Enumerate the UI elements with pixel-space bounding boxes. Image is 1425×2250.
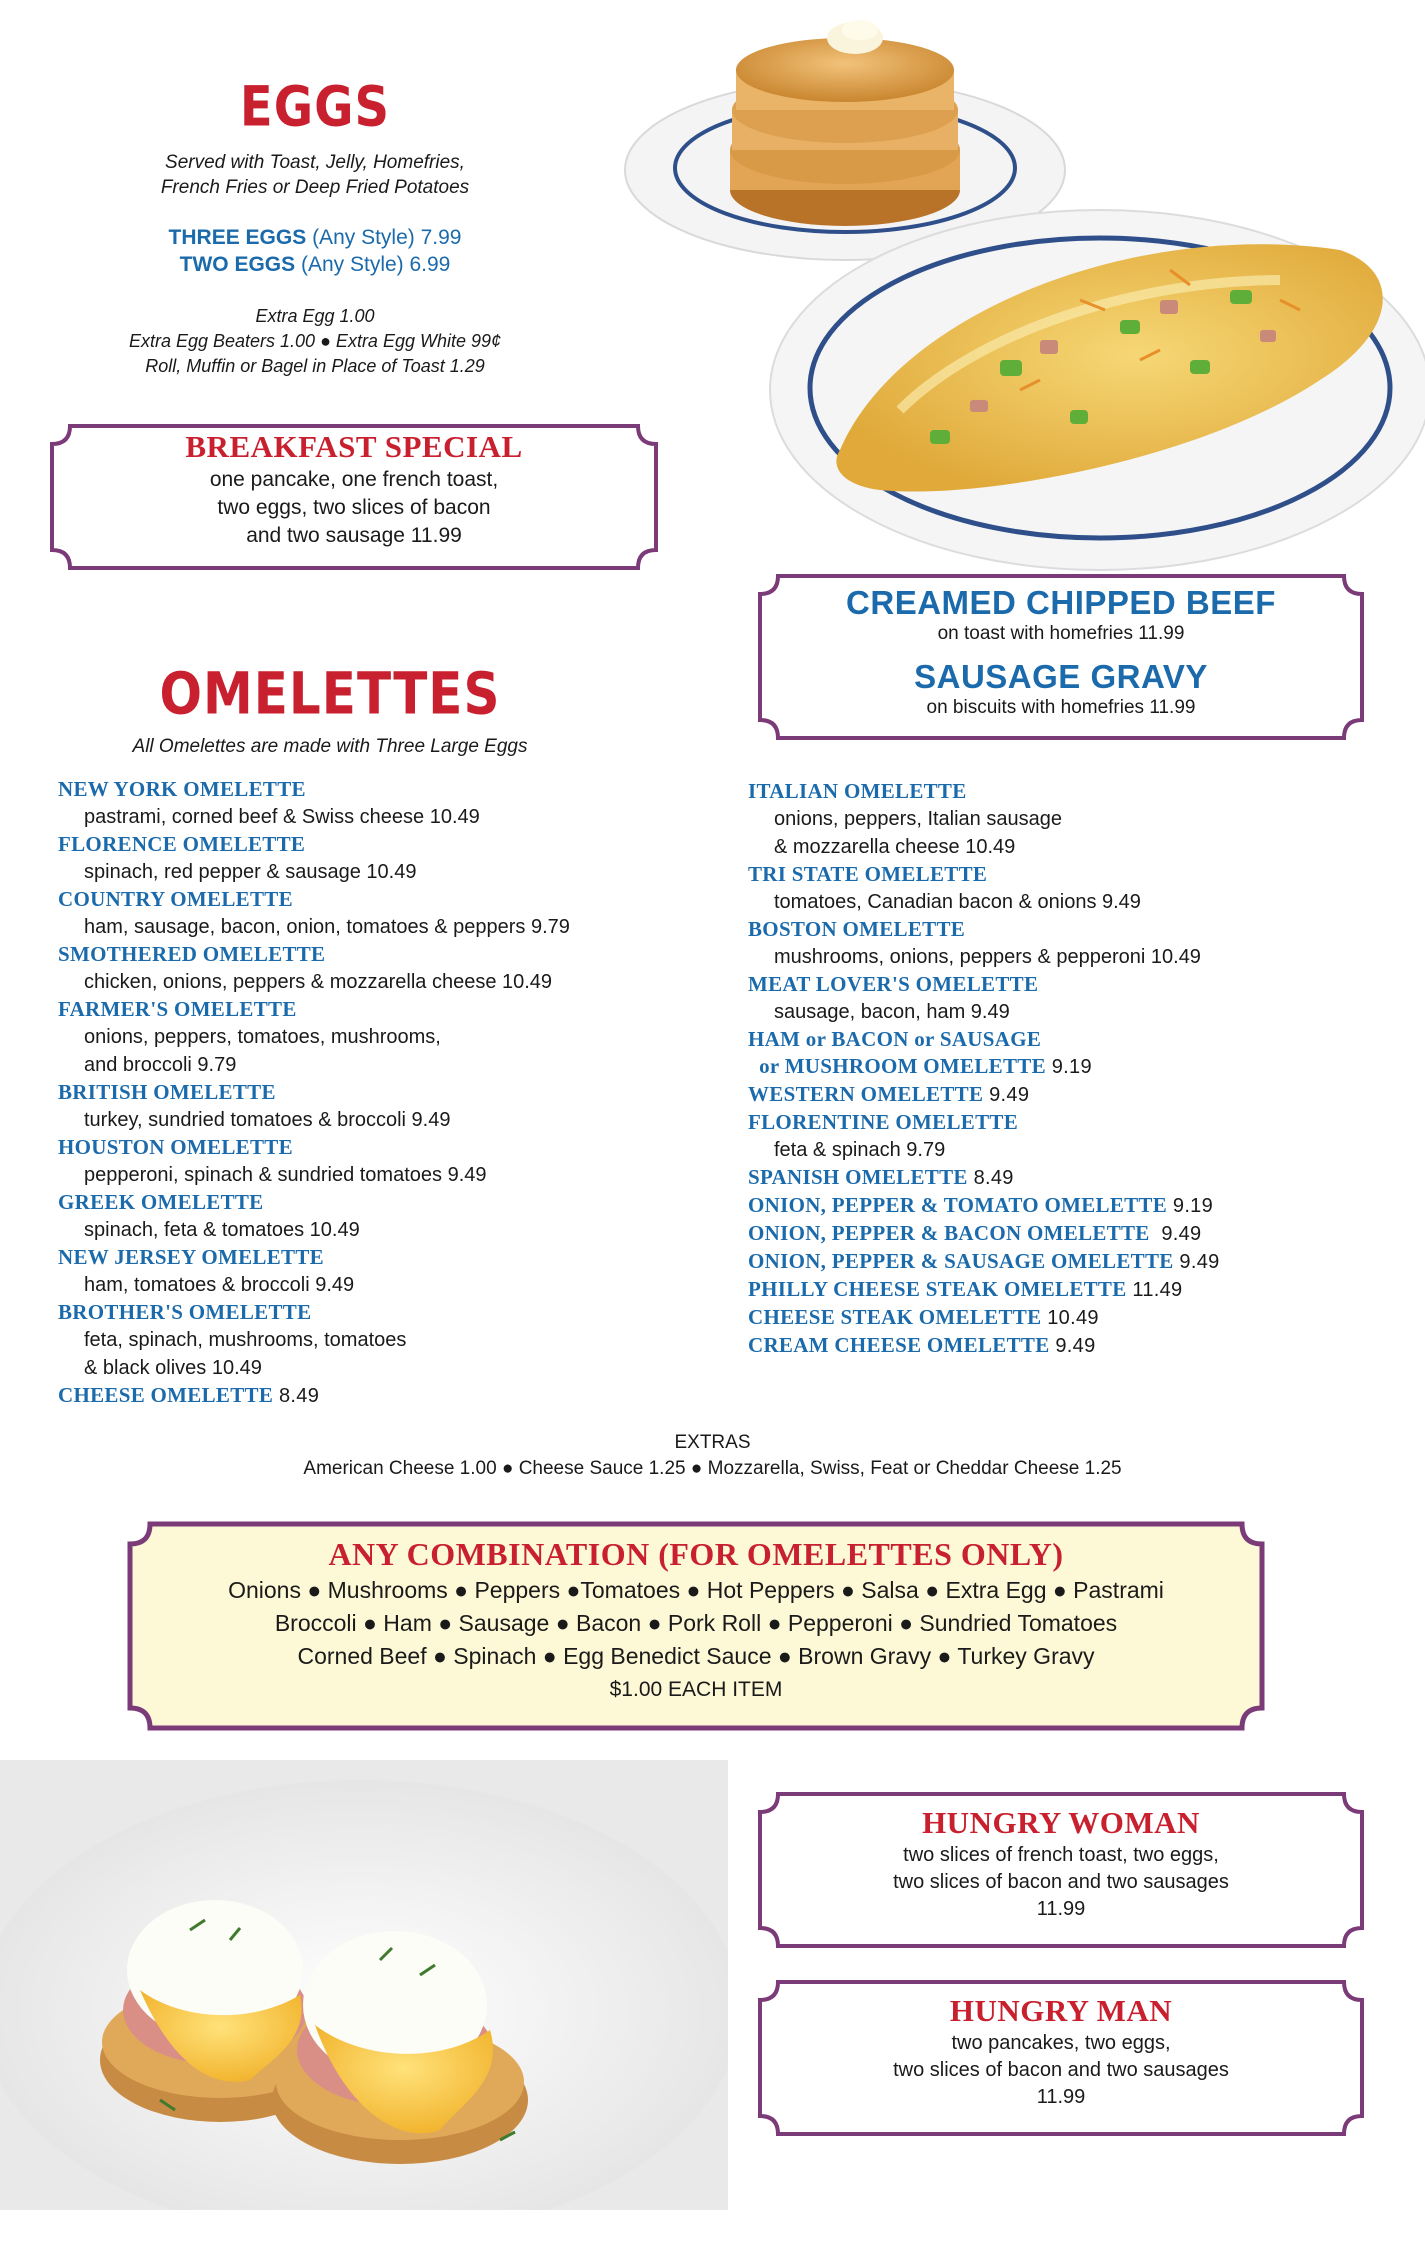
omelette-list-left [58,776,698,1410]
omelette-price: 9.49 [983,1084,1030,1106]
omelette-name: FLORENCE OMELETTE [58,832,306,856]
combination-line-2: Broccoli ● Ham ● Sausage ● Bacon ● Pork Roll ● Pepperoni ● Sundried Tomatoes [274,1610,1118,1636]
omelette-image [720,160,1425,590]
omelette-description: ham, sausage, bacon, onion, tomatoes & peppers 9.79 [84,916,570,938]
omelette-description: spinach, feta & tomatoes 10.49 [84,1219,360,1241]
omelettes-title: OMELETTES [159,660,501,728]
omelette-name-line [748,1192,1388,1220]
combination-line-1: Onions ● Mushrooms ● Peppers ●Tomatoes ● Hot Peppers ● Salsa ● Extra Egg ● Pastrami [228,1577,1164,1603]
eggs-title: EGGS [239,74,391,140]
omelette-name-line [748,1220,1388,1248]
three-eggs-label: THREE EGGS [168,226,307,249]
omelette-item [748,971,1388,1026]
three-eggs-note: (Any Style) 7.99 [306,226,462,249]
two-eggs-label: TWO EGGS [179,253,296,276]
omelette-name-line [58,886,698,913]
two-eggs-line [120,251,510,278]
omelette-item [58,831,698,886]
omelette-description: turkey, sundried tomatoes & broccoli 9.49 [84,1109,451,1131]
omelette-name: FARMER'S OMELETTE [58,997,297,1021]
omelette-price: 9.49 [1173,1251,1220,1273]
omelette-price: 9.19 [1167,1195,1214,1217]
combination-title: ANY COMBINATION (FOR OMELETTES ONLY) [328,1536,1064,1572]
omelette-price: 10.49 [1041,1307,1099,1329]
omelette-name: GREEK OMELETTE [58,1190,264,1214]
breakfast-special-title: BREAKFAST SPECIAL [185,429,523,464]
omelette-price: 9.49 [1049,1335,1096,1357]
omelette-name-line [58,1079,698,1106]
omelette-illustration [720,160,1425,590]
omelette-item [748,778,1388,861]
hungry-woman-line-2: two slices of bacon and two sausages [893,1871,1229,1893]
omelette-name: WESTERN OMELETTE [748,1082,984,1106]
three-eggs-line [120,224,510,251]
omelette-name: TRI STATE OMELETTE [748,862,988,886]
omelette-name: BROTHER'S OMELETTE [58,1300,312,1324]
omelette-name: PHILLY CHEESE STEAK OMELETTE [748,1277,1127,1301]
extra-egg-beaters-line: Extra Egg Beaters 1.00 ● Extra Egg White 99¢ [128,331,502,351]
omelette-name: ONION, PEPPER & SAUSAGE OMELETTE [748,1249,1174,1273]
omelette-item [58,886,698,941]
omelette-name: NEW YORK OMELETTE [58,777,306,801]
omelette-description: pastrami, corned beef & Swiss cheese 10.49 [84,806,480,828]
omelette-name-line [58,1134,698,1161]
omelette-name-line [58,996,698,1023]
omelette-description: tomatoes, Canadian bacon & onions 9.49 [774,891,1141,913]
hungry-man-title: HUNGRY MAN [949,1993,1173,2028]
omelette-item [58,1244,698,1299]
omelette-name: SMOTHERED OMELETTE [58,942,326,966]
omelette-name-line [748,1248,1388,1276]
eggs-benedict-image [0,1760,728,2210]
hungry-man-box [756,1978,1366,2138]
omelette-name: HOUSTON OMELETTE [58,1135,293,1159]
omelette-name: BOSTON OMELETTE [748,917,966,941]
omelette-description: pepperoni, spinach & sundried tomatoes 9.49 [84,1164,487,1186]
omelette-name: SPANISH OMELETTE [748,1165,968,1189]
omelette-name: ONION, PEPPER & TOMATO OMELETTE [748,1193,1168,1217]
omelette-name-line [748,916,1388,943]
omelette-description: ham, tomatoes & broccoli 9.49 [84,1274,355,1296]
omelette-name-line [748,1304,1388,1332]
omelette-name-line [58,776,698,803]
roll-muffin-line: Roll, Muffin or Bagel in Place of Toast 1.29 [145,356,485,376]
breakfast-special-line-1: one pancake, one french toast, [209,468,499,491]
omelette-name: or MUSHROOM OMELETTE [748,1054,1046,1078]
omelette-name: CHEESE STEAK OMELETTE [748,1305,1042,1329]
omelette-name-line [748,778,1388,805]
omelette-name: CHEESE OMELETTE [58,1383,274,1407]
omelette-item [748,1192,1388,1220]
omelette-name-line [58,1299,698,1326]
omelette-item [58,1382,698,1410]
combination-box [126,1520,1266,1732]
eggs-section [120,74,510,379]
omelette-item [748,861,1388,916]
omelette-item [58,996,698,1079]
eggs-benedict-illustration [0,1760,728,2210]
omelette-description: onions, peppers, tomatoes, mushrooms, and broccoli 9.79 [84,1026,441,1076]
omelette-item [58,1189,698,1244]
omelette-item [748,1164,1388,1192]
creamed-beef-text: on toast with homefries 11.99 [937,623,1185,644]
hungry-woman-line-1: two slices of french toast, two eggs, [903,1844,1219,1866]
omelette-item [748,1248,1388,1276]
omelette-item [58,1134,698,1189]
extras-section [0,1430,1425,1482]
omelette-name-line [58,1382,698,1410]
omelette-name-line [748,1164,1388,1192]
omelette-name-line [58,831,698,858]
omelette-item [748,916,1388,971]
omelette-price: 8.49 [273,1385,320,1407]
breakfast-special-box [48,422,660,572]
omelette-item [58,1299,698,1382]
omelette-name: ITALIAN OMELETTE [748,779,967,803]
extras-title: EXTRAS [674,1432,751,1453]
omelette-description: chicken, onions, peppers & mozzarella cheese 10.49 [84,971,553,993]
omelette-name: MEAT LOVER'S OMELETTE [748,972,1039,996]
omelette-name-line [748,1276,1388,1304]
omelette-name-line [58,941,698,968]
extras-line: American Cheese 1.00 ● Cheese Sauce 1.25 ● Mozzarella, Swiss, Feat or Cheddar Cheese 1.25 [303,1458,1122,1479]
omelette-item [58,1079,698,1134]
omelette-item [748,1109,1388,1164]
omelette-name: NEW JERSEY OMELETTE [58,1245,324,1269]
two-eggs-note: (Any Style) 6.99 [295,253,451,276]
omelette-name: ONION, PEPPER & BACON OMELETTE [748,1221,1150,1245]
omelette-item [748,1304,1388,1332]
omelettes-subtitle: All Omelettes are made with Three Large Eggs [132,736,528,757]
omelette-item [58,941,698,996]
sausage-gravy-title: SAUSAGE GRAVY [914,658,1208,695]
omelette-name: BRITISH OMELETTE [58,1080,276,1104]
breakfast-special-line-2: two eggs, two slices of bacon [217,496,491,519]
omelette-price: 8.49 [967,1167,1014,1189]
omelette-item [748,1276,1388,1304]
omelette-name-line [748,1332,1388,1360]
creamed-beef-title: CREAMED CHIPPED BEEF [846,584,1276,621]
omelette-name: CREAM CHEESE OMELETTE [748,1333,1050,1357]
hungry-woman-box [756,1790,1366,1950]
omelette-item [748,1053,1388,1081]
eggs-subtitle-2: French Fries or Deep Fried Potatoes [160,177,470,198]
omelette-item [748,1026,1388,1053]
omelette-item [748,1332,1388,1360]
omelette-description: mushrooms, onions, peppers & pepperoni 10.49 [774,946,1201,968]
omelette-description: spinach, red pepper & sausage 10.49 [84,861,417,883]
omelette-list-right [748,778,1388,1360]
combination-line-3: Corned Beef ● Spinach ● Egg Benedict Sauce ● Brown Gravy ● Turkey Gravy [297,1643,1095,1669]
omelette-description: feta, spinach, mushrooms, tomatoes & black olives 10.49 [84,1329,407,1379]
omelette-item [748,1081,1388,1109]
omelette-item [748,1220,1388,1248]
omelette-name-line [748,971,1388,998]
omelette-description: feta & spinach 9.79 [774,1139,946,1161]
combination-line-4: $1.00 EACH ITEM [609,1678,783,1701]
omelette-name-line [748,1109,1388,1136]
omelette-description: sausage, bacon, ham 9.49 [774,1001,1010,1023]
hungry-man-line-3: 11.99 [1036,2086,1086,2108]
hungry-man-line-2: two slices of bacon and two sausages [893,2059,1229,2081]
omelette-name: COUNTRY OMELETTE [58,887,293,911]
sausage-gravy-text: on biscuits with homefries 11.99 [926,697,1196,718]
omelettes-header [80,660,580,759]
omelette-name-line [58,1189,698,1216]
omelette-price: 9.19 [1045,1056,1092,1078]
omelette-name-line [748,1053,1388,1081]
omelette-name-line [748,1081,1388,1109]
omelette-name-line [58,1244,698,1271]
hungry-woman-line-3: 11.99 [1036,1898,1086,1920]
omelette-name-line [748,1026,1388,1053]
extra-egg-line: Extra Egg 1.00 [255,306,375,326]
omelette-item [58,776,698,831]
hungry-man-line-1: two pancakes, two eggs, [951,2032,1171,2054]
hungry-woman-title: HUNGRY WOMAN [922,1805,1200,1840]
creamed-beef-box [756,572,1366,742]
omelette-price: 9.49 [1149,1223,1202,1245]
omelette-price: 11.49 [1126,1279,1183,1301]
omelette-name-line [748,861,1388,888]
omelette-description: onions, peppers, Italian sausage & mozzarella cheese 10.49 [774,808,1062,858]
omelette-name: FLORENTINE OMELETTE [748,1110,1019,1134]
omelette-name: HAM or BACON or SAUSAGE [748,1027,1042,1051]
eggs-subtitle-1: Served with Toast, Jelly, Homefries, [165,152,465,173]
breakfast-special-line-3: and two sausage 11.99 [246,524,462,547]
